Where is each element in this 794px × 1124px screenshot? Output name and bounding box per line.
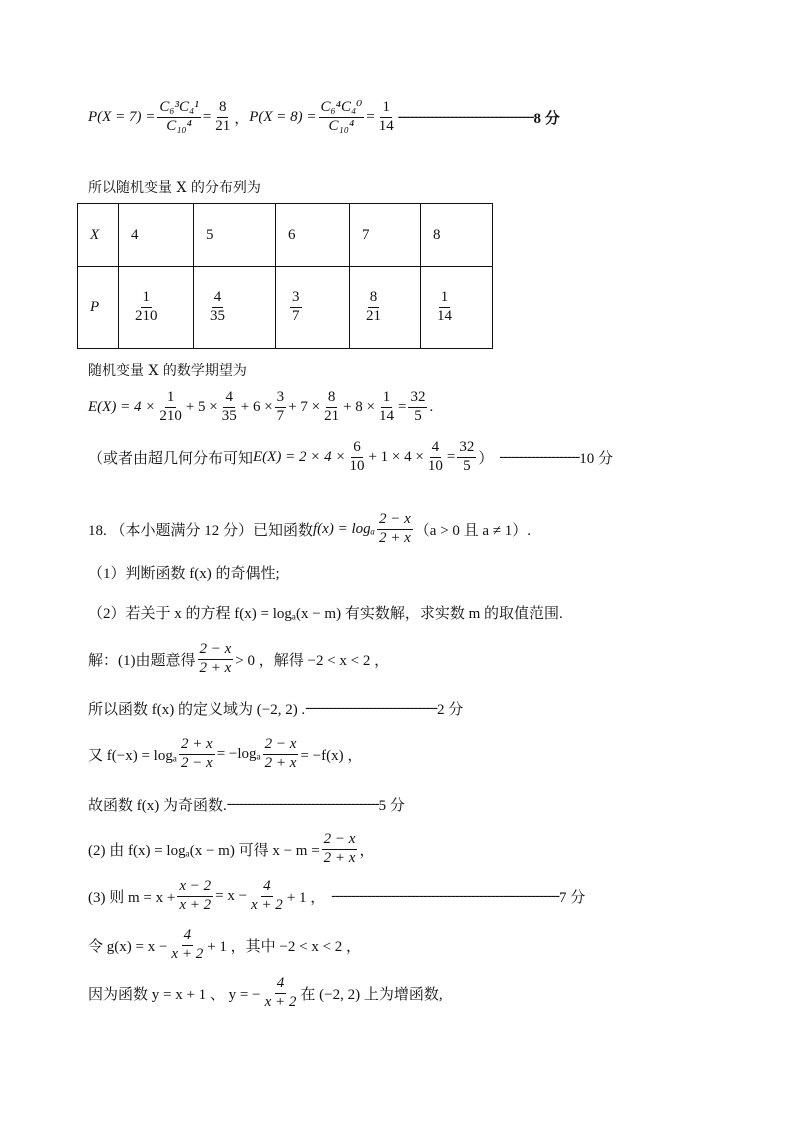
- score-label: 2 分: [437, 702, 464, 718]
- score-label: 10 分: [579, 450, 613, 467]
- probability-line: P(X = 7) = $\frac{\text{C₆³C₄¹}}{\text{C₁₀⁴}}$ = $\frac{8}{21}$ ， P(X = 8) = $\frac{\text{C₆⁴C₄⁰}}{\text{C₁₀⁴}}$ = $\frac{1}{14}$ ---------------------------------- 8 分: [88, 99, 560, 134]
- score-label: 8 分: [533, 110, 560, 127]
- p8-combination-fraction: $\frac{\text{C₆⁴C₄⁰}}{\text{C₁₀⁴}}$: [320, 99, 363, 134]
- table-cell: $\frac{3}{7}$: [276, 267, 350, 349]
- p7-combination-fraction: $\frac{\text{C₆³C₄¹}}{\text{C₁₀⁴}}$: [159, 99, 199, 134]
- p7-value-fraction: $\frac{8}{21}$: [215, 99, 231, 134]
- table-cell: 7: [350, 204, 421, 267]
- solution-step-8: 因为函数 y = x + 1 、 y = − $\frac{4}{x + 2}$ 在 (−2, 2) 上为增函数,: [88, 975, 443, 1010]
- solution-step-7: 令 g(x) = x − $\frac{4}{x + 2}$ + 1 ，其中 −2 < x < 2 ，: [88, 927, 362, 962]
- table-cell: 8: [421, 204, 493, 267]
- row-label-x: X: [78, 204, 119, 267]
- solution-step-1: 解：(1)由题意得 $\frac{2 - x}{2 + x}$ > 0 ，解得 −2 < x < 2 ，: [88, 641, 390, 676]
- distribution-table: [77, 203, 493, 349]
- solution-step-2: 所以函数 f(x) 的定义域为 (−2, 2) . --------------------------------- 2 分: [88, 700, 464, 718]
- table-cell: $\frac{8}{21}$: [350, 267, 421, 349]
- table-row: [78, 267, 493, 349]
- solution-step-4: 故函数 f(x) 为奇函数. -------------------------------------- 5 分: [88, 796, 405, 814]
- table-cell: 5: [194, 204, 276, 267]
- alternative-expectation: （或者由超几何分布可知 E(X) = 2 × 4 × $\frac{6}{10}$ + 1 × 4 × $\frac{4}{10}$ = $\frac{32}{5}$ ） -------------------- 10 分: [88, 439, 613, 474]
- score-label: 7 分: [559, 889, 586, 906]
- score-dashes: ---------------------------------------------------------: [331, 887, 560, 904]
- p8-lhs: P(X = 8) =: [249, 108, 317, 125]
- solution-step-3: 又 f(−x) = logₐ $\frac{2 + x}{2 - x}$ = −logₐ $\frac{2 - x}{2 + x}$ = −f(x) ，: [88, 736, 363, 771]
- question-18: 18. （本小题满分 12 分）已知函数 f(x) = logₐ $\frac{2 - x}{2 + x}$ （a > 0 且 a ≠ 1）.: [88, 511, 532, 546]
- table-cell: $\frac{1}{210}$: [119, 267, 194, 349]
- score-dashes: ----------------------------------: [397, 108, 534, 125]
- table-cell: 6: [276, 204, 350, 267]
- question-18-part-1: （1）判断函数 f(x) 的奇偶性;: [88, 566, 280, 582]
- score-dashes: ---------------------------------: [305, 700, 438, 716]
- p8-value-fraction: $\frac{1}{14}$: [378, 99, 394, 134]
- row-label-p: P: [78, 267, 119, 349]
- distribution-intro: 所以随机变量 X 的分布列为: [88, 180, 261, 196]
- table-cell: $\frac{4}{35}$: [194, 267, 276, 349]
- score-label: 5 分: [378, 798, 405, 814]
- expectation-intro: 随机变量 X 的数学期望为: [88, 363, 247, 379]
- solution-step-6: (3) 则 m = x + $\frac{x - 2}{x + 2}$ = x − $\frac{4}{x + 2}$ + 1 ， --------------------------------------------------------- 7 分: [88, 878, 586, 913]
- score-dashes: --------------------: [499, 448, 580, 465]
- p7-lhs: P(X = 7) =: [88, 108, 156, 125]
- solution-step-5: (2) 由 f(x) = logₐ(x − m) 可得 x − m = $\frac{2 - x}{2 + x}$ ，: [88, 831, 375, 866]
- expectation-formula: E(X) = 4 × $\frac{1}{210}$ + 5 × $\frac{4}{35}$ + 6 × $\frac{3}{7}$ + 7 × $\frac{8}{21}$ + 8 × $\frac{1}{14}$ = $\frac{32}{5}$ .: [88, 389, 434, 424]
- question-18-part-2: （2）若关于 x 的方程 f(x) = logₐ(x − m) 有实数解，求实数 m 的取值范围.: [88, 606, 563, 622]
- table-cell: 4: [119, 204, 194, 267]
- table-row: [78, 204, 493, 267]
- score-dashes: --------------------------------------: [226, 796, 379, 812]
- table-cell: $\frac{1}{14}$: [421, 267, 493, 349]
